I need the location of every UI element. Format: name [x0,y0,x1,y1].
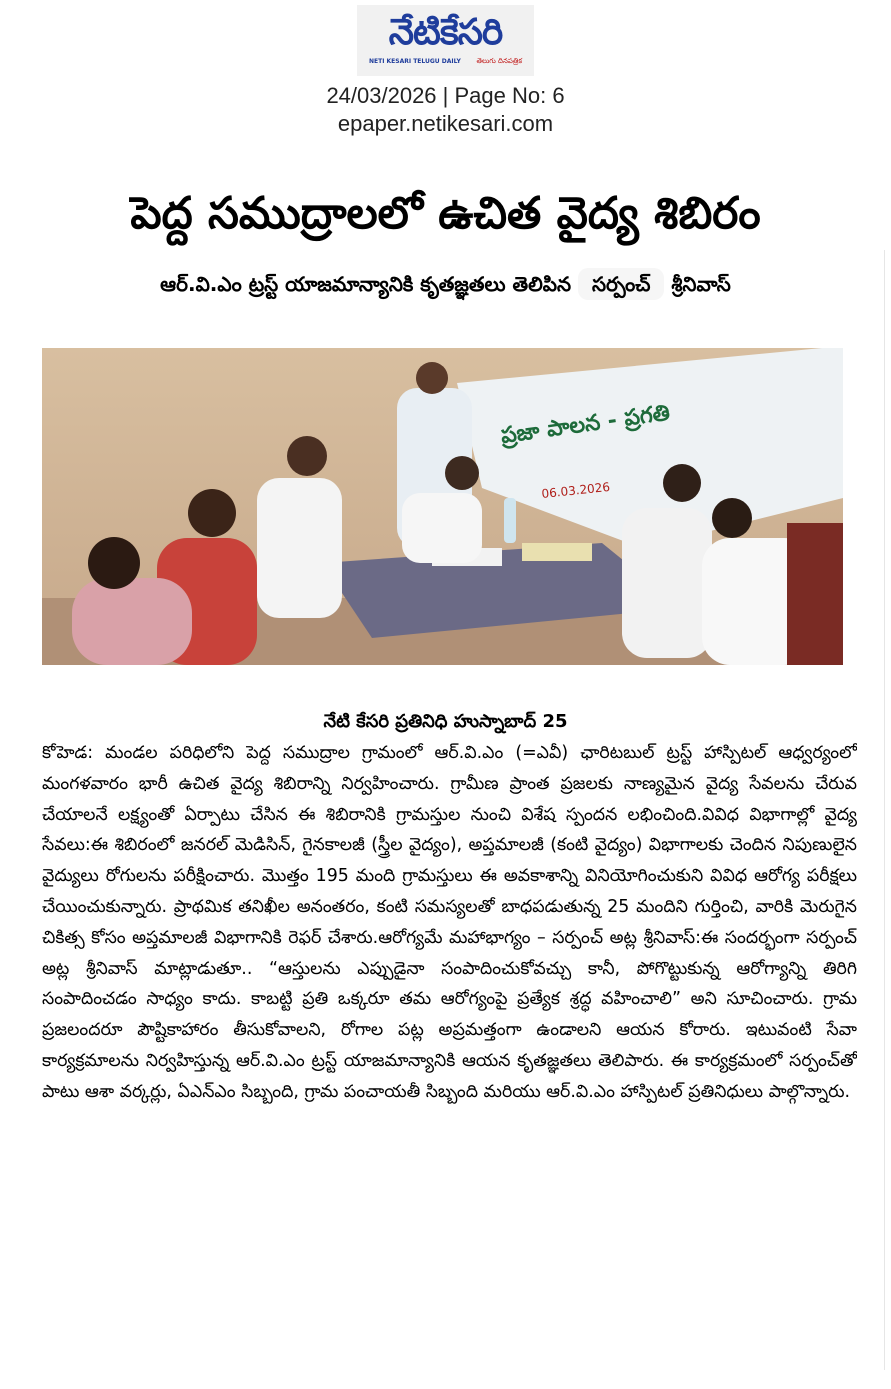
epaper-website: epaper.netikesari.com [337,111,554,136]
edition-date-page: 24/03/2026 | Page No: 6 [326,83,565,108]
article-subheadline [20,268,871,300]
medical-camp-photo [42,348,843,665]
page-edge-divider [884,250,885,1370]
subheadline-suffix: శ్రీనివాస్ [671,272,731,296]
article-headline: పెద్ద సముద్రాలలో ఉచిత వైద్య శిబిరం [130,188,761,239]
article-body-paragraph: కోహెడ: మండల పరిధిలోని పెద్ద సముద్రాల గ్రామంలో ఆర్.వి.ఎం (=ఎవీ) ఛారిటబుల్ ట్రస్ట్ హాస్పిటల్ ఆధ్వర్యంలో మంగళవారం భారీ ఉచిత వైద్య శిబిరాన్ని నిర్వహించారు. గ్రామీణ ప్రాంత ప్రజలకు నాణ్యమైన వైద్య సేవలను చేరువ చేయాలనే లక్ష్యంతో ఏర్పాటు చేసిన ఈ శిబిరానికి గ్రామస్తుల నుంచి విశేష స్పందన లభించింది.వివిధ విభాగాల్లో వైద్య సేవలు:ఈ శిబిరంలో జనరల్ మెడిసిన్, గైనకాలజీ (స్త్రీల వైద్యం), అప్తమాలజీ (కంటి వైద్యం) విభాగాలకు చెందిన నిపుణులైన వైద్యులు రోగులను పరీక్షించారు. మొత్తం 195 మంది గ్రామస్తులు ఈ అవకాశాన్ని వినియోగించుకుని వివిధ ఆరోగ్య పరీక్షలు చేయించుకున్నారు. ప్రాథమిక తనిఖీల అనంతరం, కంటి సమస్యలతో బాధపడుతున్న 25 మందిని గుర్తించి, వారికి మెరుగైన చికిత్స కోసం అప్తమాలజీ విభాగానికి రెఫర్ చేశారు.ఆరోగ్యమే మహాభాగ్యం – సర్పంచ్ అట్ల శ్రీనివాస్:ఈ సందర్భంగా సర్పంచ్ అట్ల శ్రీనివాస్ మాట్లాడుతూ.. “ఆస్తులను ఎప్పుడైనా సంపాదించుకోవచ్చు కానీ, పోగొట్టుకున్న ఆరోగ్యాన్ని తిరిగి సంపాదించడం సాధ్యం కాదు. కాబట్టి ప్రతి ఒక్కరూ తమ ఆరోగ్యంపై ప్రత్యేక శ్రద్ధ వహించాలి” అని సూచించారు. గ్రామ ప్రజలందరూ పౌష్టికాహారం తీసుకోవాలని, రోగాల పట్ల అప్రమత్తంగా ఉండాలని ఆయన కోరారు. ఇటువంటి సేవా కార్యక్రమాలను నిర్వహిస్తున్న ఆర్.వి.ఎం ట్రస్ట్ యాజమాన్యానికి ఆయన కృతజ్ఞతలు తెలిపారు. ఈ కార్యక్రమంలో సర్పంచ్‌తో పాటు ఆశా వర్కర్లు, ఏఎన్ఎం సిబ్బంది, గ్రామ పంచాయతీ సిబ్బంది మరియు ఆర్.వి.ఎం హాస్పిటల్ ప్రతినిధులు పాల్గొన్నారు. [42,743,857,1102]
subheadline-prefix: ఆర్.వి.ఎం ట్రస్ట్ యాజమాన్యానికి కృతజ్ఞతలు తెలిపిన [160,272,571,296]
subheadline-highlight: సర్పంచ్ [578,268,664,300]
logo-english-tagline: NETI KESARI TELUGU DAILY [369,58,461,65]
article-body [42,738,857,1358]
banner-date: 06.03.2026 [540,479,611,501]
banner-title: ప్రజా పాలన - ప్రగతి [499,400,672,449]
logo-wordmark: నేటికేసరి [388,12,503,53]
newspaper-logo [357,5,534,76]
article-byline: నేటి కేసరి ప్రతినిధి హుస్నాబాద్ 25 [323,711,568,732]
logo-telugu-tagline: తెలుగు దినపత్రిక [476,57,522,65]
